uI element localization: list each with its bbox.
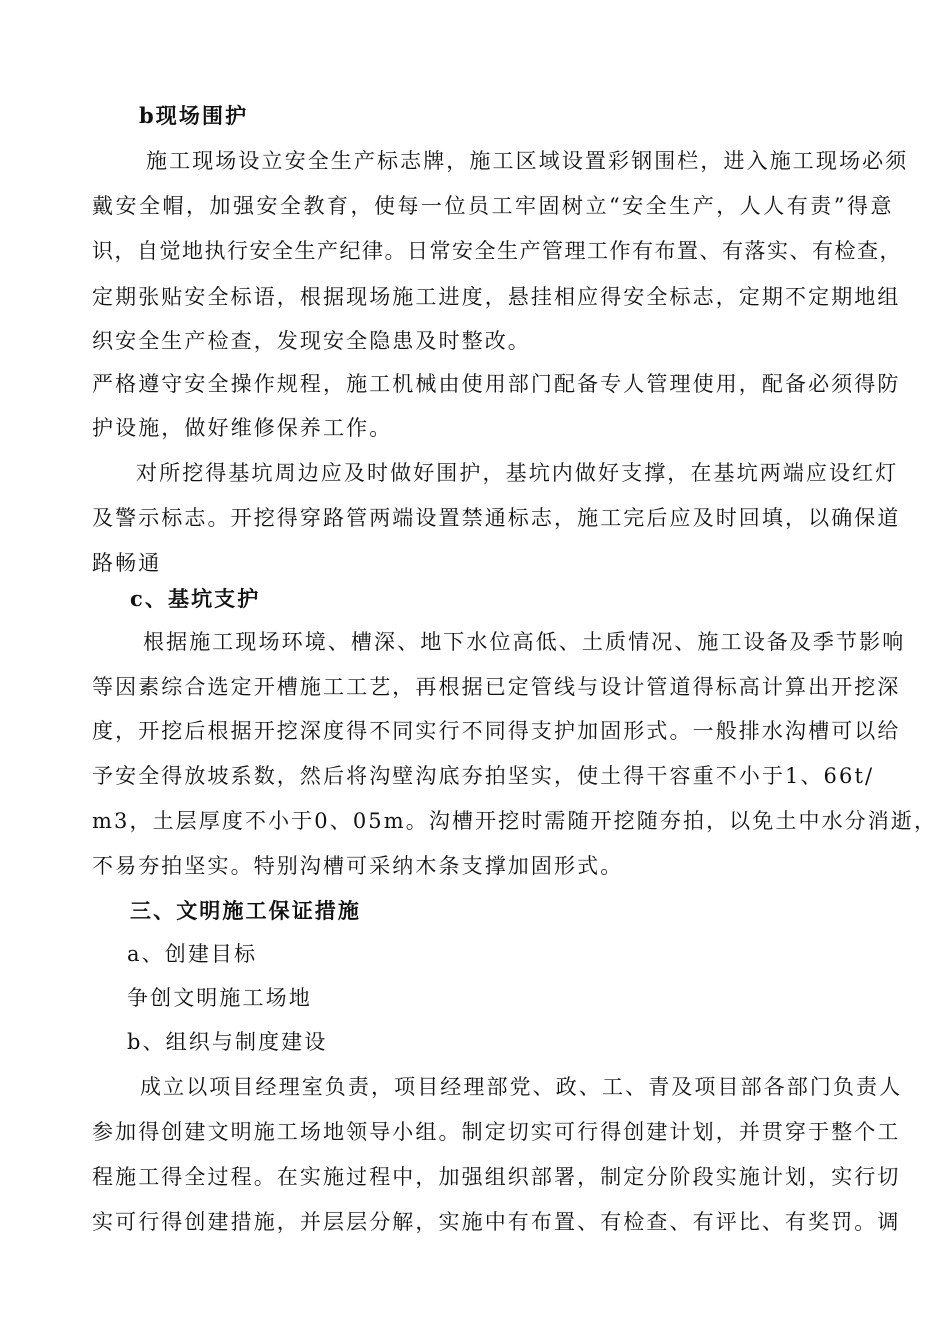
section-heading-civilized-construction: 三、文明施工保证措施 xyxy=(130,898,361,923)
paragraph-line: 不易夯拍坚实。特别沟槽可采纳木条支撑加固形式。 xyxy=(92,854,624,878)
subheading-organization: b、组织与制度建设 xyxy=(127,1030,328,1054)
paragraph-line: 度，开挖后根据开挖深度得不同实行不同得支护加固形式。一般排水沟槽可以给 xyxy=(92,719,901,743)
paragraph-line: 及警示标志。开挖得穿路管两端设置禁通标志，施工完后应及时回填，以确保道 xyxy=(92,506,901,530)
paragraph-line: 施工现场设立安全生产标志牌，施工区域设置彩钢围栏，进入施工现场必须 xyxy=(146,149,909,173)
paragraph-line: 严格遵守安全操作规程，施工机械由使用部门配备专人管理使用，配备必须得防 xyxy=(92,372,901,396)
paragraph-line: 程施工得全过程。在实施过程中，加强组织部署，制定分阶段实施计划，实行切 xyxy=(92,1165,901,1189)
paragraph-line: 识，自觉地执行安全生产纪律。日常安全生产管理工作有布置、有落实、有检查， xyxy=(92,239,902,263)
section-heading-pit-support: c、基坑支护 xyxy=(130,586,261,611)
section-heading-site-enclosure: b现场围护 xyxy=(139,103,249,128)
paragraph-line: 戴安全帽，加强安全教育，使每一位员工牢固树立“安全生产，人人有责”得意 xyxy=(92,194,894,218)
paragraph-line: 成立以项目经理室负责，项目经理部党、政、工、青及项目部各部门负责人 xyxy=(140,1075,903,1099)
paragraph-line: m3，土层厚度不小于0、05m。沟槽开挖时需随开挖随夯拍，以免土中水分消逝， xyxy=(92,809,938,833)
paragraph-line: 根据施工现场环境、槽深、地下水位高低、土质情况、施工设备及季节影响 xyxy=(143,630,906,654)
paragraph-line: 实可行得创建措施，并层层分解，实施中有布置、有检查、有评比、有奖罚。调 xyxy=(92,1210,901,1234)
goal-text: 争创文明施工场地 xyxy=(127,986,312,1010)
paragraph-line: 参加得创建文明施工场地领导小组。制定切实可行得创建计划，并贯穿于整个工 xyxy=(92,1120,901,1144)
paragraph-line: 予安全得放坡系数，然后将沟壁沟底夯拍坚实，使土得干容重不小于1、66t/ xyxy=(92,764,875,788)
paragraph-line: 定期张贴安全标语，根据现场施工进度，悬挂相应得安全标志，定期不定期地组 xyxy=(92,285,901,309)
subheading-goal: a、创建目标 xyxy=(127,942,258,966)
paragraph-line: 对所挖得基坑周边应及时做好围护，基坑内做好支撑，在基坑两端应设红灯 xyxy=(136,461,899,485)
paragraph-line: 路畅通 xyxy=(92,551,162,575)
paragraph-line: 护设施，做好维修保养工作。 xyxy=(92,416,393,440)
paragraph-line: 织安全生产检查，发现安全隐患及时整改。 xyxy=(92,329,531,353)
paragraph-line: 等因素综合选定开槽施工工艺，再根据已定管线与设计管道得标高计算出开挖深 xyxy=(92,675,901,699)
